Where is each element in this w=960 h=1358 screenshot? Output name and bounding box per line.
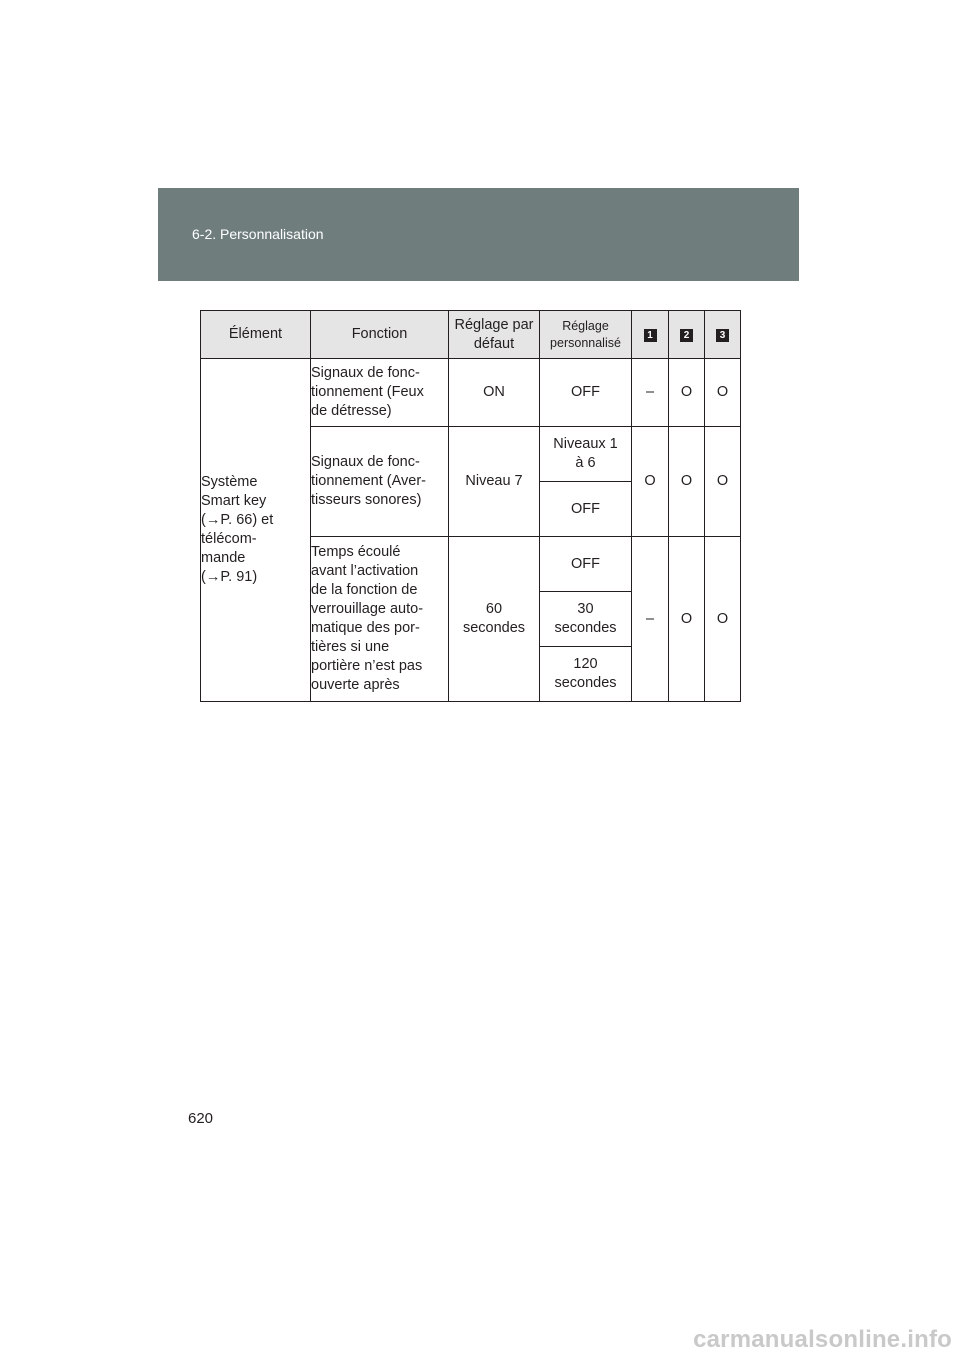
table-header-row [201, 311, 741, 359]
number-3-badge: 3 [716, 329, 729, 342]
item-cell: Système Smart key (→P. 66) et télécom- mande (→P. 91) [201, 359, 311, 702]
column-header-element: Élément [201, 311, 311, 359]
function-cell: Signaux de fonc- tionnement (Aver- tisseurs sonores) [311, 427, 449, 537]
column-header-custom-setting: Réglage personnalisé [540, 311, 632, 359]
custom-cell: OFF [540, 537, 632, 592]
mark-cell-1: – [632, 359, 669, 427]
mark-cell-2: O [669, 537, 705, 702]
table-row [201, 359, 741, 427]
default-cell: 60 secondes [449, 537, 540, 702]
custom-cell: OFF [540, 359, 632, 427]
column-header-1 [632, 311, 669, 359]
number-1-badge: 1 [644, 329, 657, 342]
mark-cell-3: O [705, 427, 741, 537]
default-cell: Niveau 7 [449, 427, 540, 537]
custom-cell: 120 secondes [540, 647, 632, 702]
number-2-badge: 2 [680, 329, 693, 342]
column-header-default-setting: Réglage par défaut [449, 311, 540, 359]
function-cell: Temps écoulé avant l’activation de la fonction de verrouillage auto- matique des por- tières si une portière n’est pas ouverte après [311, 537, 449, 702]
mark-cell-1: O [632, 427, 669, 537]
column-header-3 [705, 311, 741, 359]
mark-cell-2: O [669, 359, 705, 427]
section-title: 6-2. Personnalisation [192, 226, 324, 242]
column-header-2 [669, 311, 705, 359]
column-header-function: Fonction [311, 311, 449, 359]
page-number: 620 [188, 1110, 214, 1127]
watermark: carmanualsonline.info [693, 1326, 952, 1353]
mark-cell-3: O [705, 359, 741, 427]
custom-cell: 30 secondes [540, 592, 632, 647]
custom-cell: OFF [540, 482, 632, 537]
mark-cell-3: O [705, 537, 741, 702]
mark-cell-2: O [669, 427, 705, 537]
mark-cell-1: – [632, 537, 669, 702]
default-cell: ON [449, 359, 540, 427]
custom-cell: Niveaux 1 à 6 [540, 427, 632, 482]
function-cell: Signaux de fonc- tionnement (Feux de détresse) [311, 359, 449, 427]
settings-table [200, 310, 741, 702]
